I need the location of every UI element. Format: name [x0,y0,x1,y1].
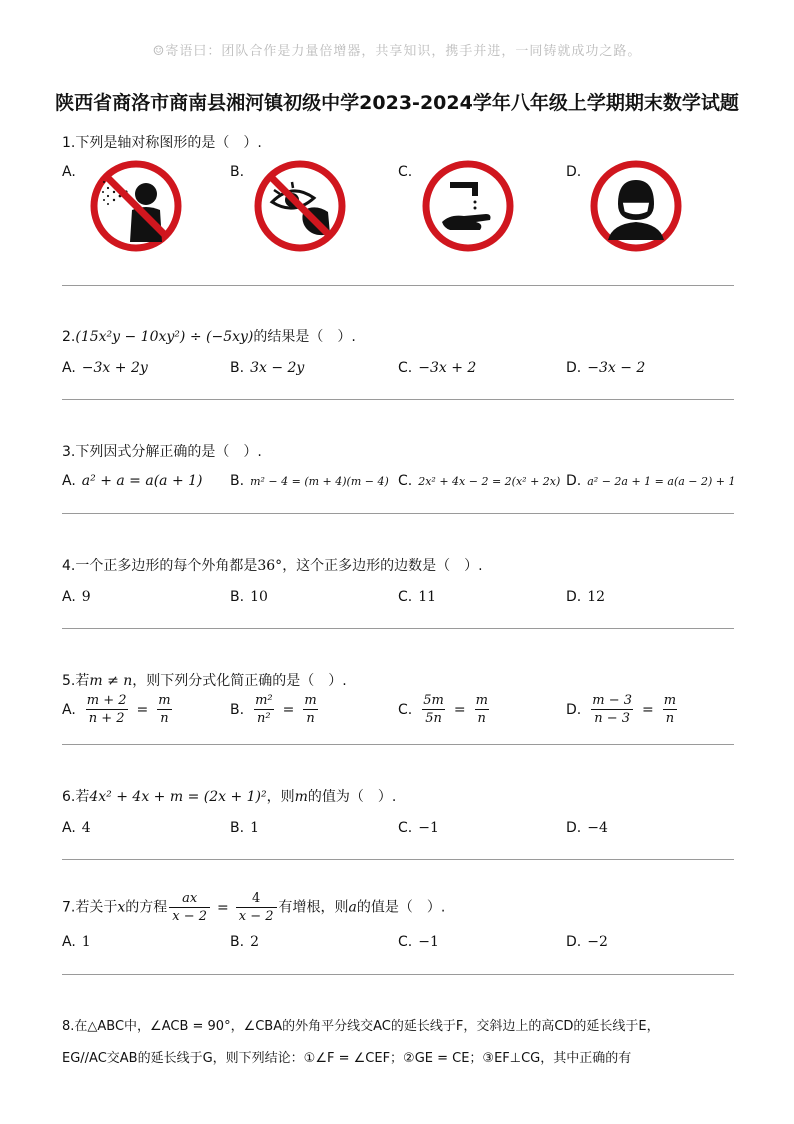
denominator: n [663,709,677,727]
option-text: m² − 4 = (m + 4)(m − 4) [250,475,389,488]
face-mask-icon [588,158,684,254]
question-5 [62,670,734,734]
numerator: ax [182,891,198,906]
option-letter: D. [566,473,582,489]
denominator: n [475,709,489,727]
numerator: m + 2 [86,693,127,708]
option-a [62,473,203,489]
question-stem [62,326,356,346]
option-text: −1 [418,934,439,950]
option-letter: B. [230,820,245,836]
option-letter: D. [566,164,582,180]
option-letter: C. [398,473,413,489]
fraction-right [236,890,277,925]
question-text: 有增根，则 [278,899,349,916]
numerator: 5m [423,693,444,708]
fraction-right [155,692,173,727]
option-letter: C. [398,589,413,605]
denominator: n² [254,709,274,727]
question-stem [62,555,483,575]
option-letter: A. [62,473,76,489]
option-c [398,164,412,180]
question-variable: m [294,789,308,805]
numerator: m − 3 [592,693,632,708]
option-text: −3x + 2y [81,360,148,376]
question-text: ，这个正多边形的边数是（ ）. [282,558,483,574]
question-4 [62,555,734,611]
option-a [62,164,76,180]
numerator: m [663,693,677,708]
option-a: A. $\frac{m + 2}{n + 2}$ = $\frac{m}{n}$ [62,692,176,727]
fraction-left [420,692,447,727]
denominator: n [303,709,317,727]
option-letter: C. [398,934,413,950]
question-text: ，则 [266,789,295,805]
option-b [230,164,244,180]
question-expression: 4x² + 4x + m = (2x + 1)² [89,789,267,805]
denominator: n − 3 [591,709,633,727]
option-text: −3x − 2 [587,360,646,376]
option-letter: D. [566,934,582,950]
question-text: 7.若关于 [62,899,118,916]
option-c [398,473,560,489]
fraction-right [661,692,679,727]
denominator: 5n [422,709,445,727]
denominator: x − 2 [169,907,210,925]
question-stem [62,670,347,690]
option-d [566,589,605,605]
question-tail: 的结果是（ ）. [253,329,356,345]
question-angle: 36° [257,558,283,574]
option-text: 9 [81,589,91,605]
question-condition: m ≠ n [89,673,133,689]
question-7 [62,890,734,960]
fraction-left [589,692,635,727]
option-d [566,164,581,180]
question-number: 2. [62,329,76,345]
option-letter: B. [230,589,245,605]
option-text: 3x − 2y [250,360,305,376]
no-eye-touching-icon [252,158,348,254]
option-text: 1 [250,820,259,836]
question-text: 的方程 [125,899,168,916]
question-2 [62,326,734,382]
option-text: a² + a = a(a + 1) [81,473,203,489]
numerator: m [475,693,488,708]
option-a [62,589,91,605]
question-text: 的值是（ ）. [356,899,446,916]
option-text: −1 [418,820,439,836]
fraction-right [473,692,491,727]
divider [62,513,734,514]
option-letter: B. [230,360,245,376]
option-b: B. $\frac{\text{m²}}{\text{n²}}$ = $\frac{m}{n}$ [230,692,322,727]
option-text: −2 [587,934,608,950]
option-d [566,820,608,836]
option-letter: C. [398,164,413,180]
option-text: 12 [587,589,606,605]
question-stem-line-1: 8.在△ABC中，∠ACB = 90°，∠CBA的外角平分线交AC的延长线于F，交斜边上的高CD的延长线于E， [62,1019,660,1034]
option-text: −4 [587,820,608,836]
divider [62,974,734,975]
fraction-left [169,890,210,925]
denominator: x − 2 [236,907,277,925]
denominator: n [157,709,171,727]
denominator: n + 2 [86,709,128,727]
option-letter: B. [230,473,245,489]
option-c: C. $\frac{5m}{5n}$ = $\frac{m}{n}$ [398,692,493,727]
option-letter: C. [398,360,413,376]
option-letter: A. [62,589,76,605]
option-d [566,473,736,489]
fraction-left [84,692,130,727]
question-1 [62,132,734,262]
question-stem: 7.若关于x的方程 $\frac{ax}{x - 2}$ = $\frac{4}{x - 2}$ 有增根，则a的值是（ ）. [62,891,446,924]
option-b [230,934,259,950]
question-text: 4.一个正多边形的每个外角都是 [62,558,258,574]
question-variable: a [348,899,357,916]
numerator: 4 [252,891,261,906]
question-stem-line-2: EG//AC交AB的延长线于G，则下列结论：①∠F = ∠CEF；②GE = CE；③EF⊥CG，其中正确的有 [62,1051,632,1066]
option-text: 1 [81,934,91,950]
option-text: 2x² + 4x − 2 = 2(x² + 2x) [418,475,561,488]
option-letter: B. [230,934,245,950]
question-text: 5.若 [62,673,90,689]
option-letter: D. [566,701,582,718]
question-8 [62,1015,734,1095]
option-letter: A. [62,701,76,718]
option-letter: B. [230,701,245,718]
option-letter: A. [62,164,76,180]
option-c [398,360,476,376]
question-stem: 3.下列因式分解正确的是（ ）. [62,444,262,460]
question-text: 的值为（ ）. [307,789,397,805]
option-letter: A. [62,934,76,950]
option-text: 2 [250,934,259,950]
option-a [62,934,91,950]
option-a [62,820,91,836]
option-text: 11 [418,589,437,605]
option-d [566,934,608,950]
option-a [62,360,148,376]
divider [62,285,734,286]
divider [62,859,734,860]
option-text: a² − 2a + 1 = a(a − 2) + 1 [587,475,736,488]
question-text: 6.若 [62,789,90,805]
question-6 [62,786,734,842]
question-text: ，则下列分式化简正确的是（ ）. [132,673,347,689]
hand-washing-icon [420,158,516,254]
fraction-right [301,692,319,727]
no-spraying-icon [88,158,184,254]
option-b [230,820,259,836]
option-b [230,473,389,489]
option-c [398,820,439,836]
option-b [230,589,268,605]
question-expression: (15x²y − 10xy²) ÷ (−5xy) [75,329,254,345]
divider [62,399,734,400]
header-motto: ☺寄语曰：团队合作是力量倍增器，共享知识，携手并进，一同铸就成功之路。 [152,44,642,59]
question-stem: 1.下列是轴对称图形的是（ ）. [62,135,262,151]
option-letter: A. [62,360,76,376]
page-title: 陕西省商洛市商南县湘河镇初级中学2023-2024学年八年级上学期期末数学试题 [55,92,739,114]
option-letter: C. [398,820,413,836]
option-d [566,360,645,376]
option-d: D. $\frac{m - 3}{n - 3}$ = $\frac{m}{n}$ [566,692,681,727]
option-text: 4 [81,820,91,836]
numerator: m [304,693,317,708]
option-letter: B. [230,164,245,180]
option-c [398,934,439,950]
option-letter: D. [566,589,582,605]
option-letter: A. [62,820,76,836]
question-variable: x [117,899,126,916]
question-3 [62,441,734,497]
numerator: m² [255,693,273,708]
option-letter: C. [398,701,413,718]
option-b [230,360,304,376]
numerator: m [158,693,171,708]
option-text: −3x + 2 [418,360,477,376]
option-c [398,589,436,605]
fraction-left [252,692,276,727]
option-letter: D. [566,820,582,836]
divider [62,628,734,629]
option-text: 10 [250,589,268,605]
divider [62,744,734,745]
option-letter: D. [566,360,582,376]
question-stem [62,786,396,806]
